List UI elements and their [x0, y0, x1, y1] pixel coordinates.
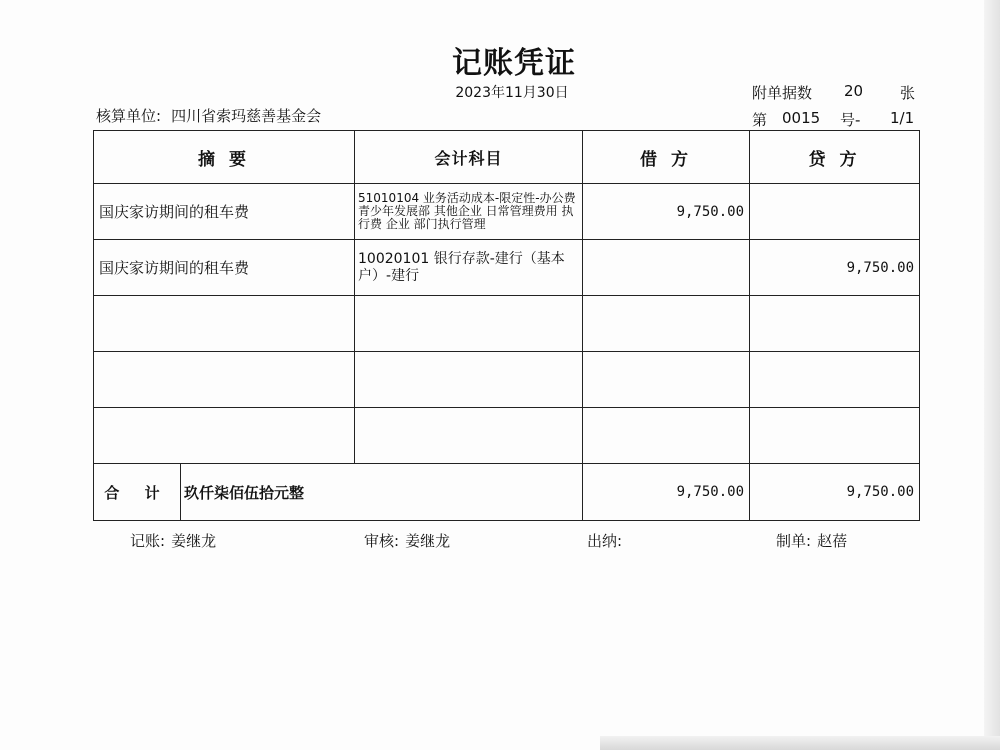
row-debit: [583, 240, 750, 296]
footer-reviewer: [364, 530, 450, 551]
accounting-unit: [96, 105, 321, 126]
number-prefix: 第: [752, 111, 768, 129]
row-debit: [583, 352, 750, 408]
bookkeeper-name: 姜继龙: [171, 532, 217, 550]
total-debit: 9,750.00: [583, 464, 750, 521]
bookkeeper-label: 记账:: [130, 532, 166, 550]
total-label: 合 计: [94, 464, 181, 521]
attach-count: 20: [844, 82, 864, 100]
total-row: [94, 464, 920, 521]
footer-preparer: [776, 530, 847, 551]
number-suffix: 号-: [840, 111, 861, 129]
row-credit: [750, 296, 920, 352]
table-row: [94, 352, 920, 408]
scan-edge-bottom: [600, 736, 1000, 750]
voucher-table: [93, 130, 920, 521]
row-summary: [94, 296, 355, 352]
table-row: [94, 184, 920, 240]
table-row: [94, 296, 920, 352]
preparer-name: 赵蓓: [817, 532, 848, 550]
row-debit: [583, 408, 750, 464]
table-header-row: [94, 131, 920, 184]
row-credit: 9,750.00: [750, 240, 920, 296]
cashier-label: 出纳:: [587, 532, 623, 550]
preparer-label: 制单:: [776, 532, 812, 550]
scan-edge-right: [984, 0, 1000, 750]
row-account: 51010104 业务活动成本-限定性-办公费 青少年发展部 其他企业 日常管理费用 执行费 企业 部门执行管理: [355, 184, 583, 240]
row-account: 10020101 银行存款-建行（基本户）-建行: [355, 240, 583, 296]
page-number: 1/1: [890, 109, 915, 127]
footer-bookkeeper: [130, 530, 216, 551]
unit-label: 核算单位:: [96, 107, 162, 125]
table-row: [94, 408, 920, 464]
row-summary: [94, 408, 355, 464]
table-row: [94, 240, 920, 296]
reviewer-name: 姜继龙: [405, 532, 451, 550]
footer-cashier: [587, 530, 628, 551]
reviewer-label: 审核:: [364, 532, 400, 550]
row-credit: [750, 352, 920, 408]
total-credit: 9,750.00: [750, 464, 920, 521]
row-credit: [750, 184, 920, 240]
voucher-title: 记账凭证: [452, 46, 576, 81]
row-debit: 9,750.00: [583, 184, 750, 240]
unit-name: 四川省索玛慈善基金会: [171, 107, 322, 125]
row-summary: [94, 352, 355, 408]
header-credit: 贷 方: [750, 131, 920, 184]
header-summary: 摘 要: [94, 131, 355, 184]
header-debit: 借 方: [583, 131, 750, 184]
row-account: [355, 408, 583, 464]
row-account: [355, 352, 583, 408]
row-account: [355, 296, 583, 352]
attach-label: 附单据数: [752, 84, 813, 102]
row-summary: 国庆家访期间的租车费: [94, 184, 355, 240]
voucher-number: 0015: [782, 109, 821, 127]
attach-unit: 张: [900, 84, 916, 102]
row-credit: [750, 408, 920, 464]
row-debit: [583, 296, 750, 352]
voucher-date: 2023年11月30日: [455, 85, 569, 101]
total-amount-words: 玖仟柒佰伍拾元整: [181, 464, 583, 521]
header-account: 会计科目: [355, 131, 583, 184]
row-summary: 国庆家访期间的租车费: [94, 240, 355, 296]
